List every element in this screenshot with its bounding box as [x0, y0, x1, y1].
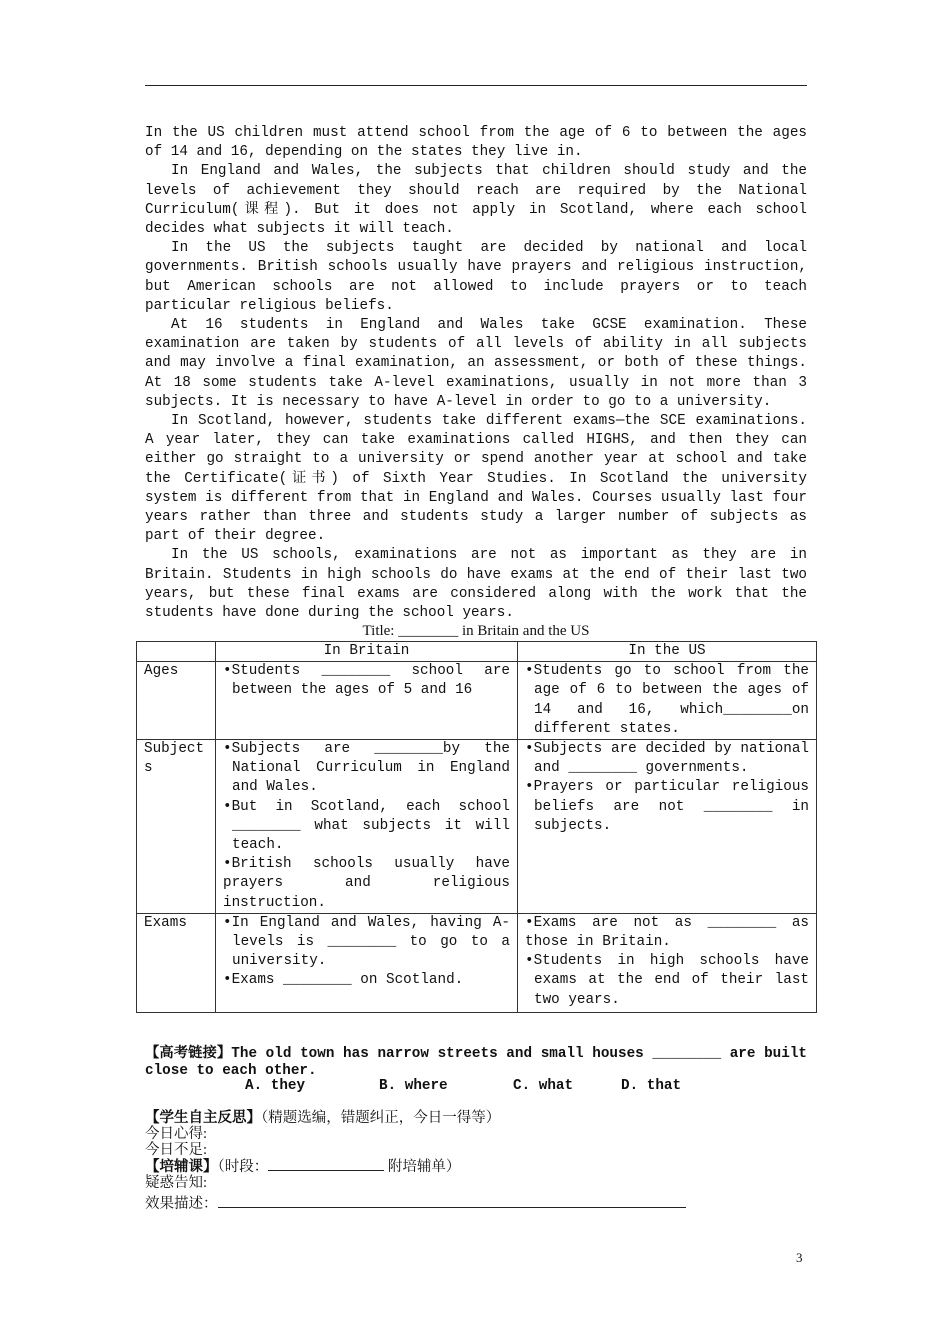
option-a[interactable]: A. they: [245, 1078, 306, 1094]
passage-paragraph-4: At 16 students in England and Wales take GCSE examination. These examination are taken by students of all levels of ability in all subjects and may involve a final examination, an assessment, or both of these things. At 18 some students take A-level examinations, usually in not more than 3 subjects. It is necessary to have A-level in order to go to a university.: [145, 317, 807, 410]
bullet-item: •Exams are not as ________ as: [525, 914, 809, 931]
cell-ages-britain: [216, 662, 518, 740]
row-label-text: Subjects: [144, 741, 205, 777]
today-lack-label: 今日不足:: [145, 1142, 208, 1158]
option-b[interactable]: B. where: [379, 1078, 448, 1094]
tutor-tag: 【培辅课】: [145, 1159, 218, 1175]
option-c[interactable]: C. what: [513, 1078, 574, 1094]
time-slot-field[interactable]: [268, 1158, 384, 1171]
tutor-heading: [145, 1158, 807, 1175]
bullet-item: •In England and Wales, having A-levels is ________ to go to a university.: [223, 914, 510, 970]
row-label-subjects: [137, 740, 216, 914]
bullet-continuation: prayers and religious instruction.: [223, 875, 510, 911]
cell-subjects-us: [518, 740, 817, 914]
reading-passage: [145, 124, 807, 623]
row-label-ages: Ages: [137, 662, 216, 740]
table-row-subjects: [137, 740, 817, 914]
cell-exams-britain: [216, 913, 518, 1012]
gaokao-options: [245, 1078, 681, 1095]
comparison-table: [136, 641, 817, 1013]
bullet-item: •But in Scotland, each school ________ what subjects it will teach.: [223, 798, 510, 854]
tutor-hint-start: （时段：: [217, 1159, 269, 1175]
row-label-exams: Exams: [137, 913, 216, 1012]
today-gain-label: 今日心得:: [145, 1126, 208, 1142]
bullet-item: •Exams ________ on Scotland.: [223, 972, 464, 989]
table-row-ages: [137, 662, 817, 740]
header-rule: [145, 85, 807, 86]
passage-paragraph-2: In England and Wales, the subjects that children should study and the levels of achievement they should reach are required by the National Curriculum(课程). But it does not apply in Scotland, where each school decides what subjects it will teach.: [145, 163, 807, 238]
table-row-exams: [137, 913, 817, 1012]
table-header-row: [137, 642, 817, 662]
header-cell-britain: In Britain: [216, 642, 518, 662]
page-number: 3: [796, 1250, 803, 1265]
effect-label: 效果描述：: [145, 1196, 218, 1212]
tutor-hint-end: 附培辅单）: [384, 1159, 461, 1175]
passage-paragraph-5: In Scotland, however, students take different exams—the SCE examinations. A year later, they can take examinations called HIGHS, and then they can either go straight to a university or spend another year at school and take the Certificate(证书) of Sixth Year Studies. In Scotland the university system is different from that in England and Wales. Courses usually last four years rather than three and students study a larger number of subjects as part of their degree.: [145, 413, 807, 545]
reflection-heading: [145, 1110, 807, 1126]
passage-paragraph-6: In the US schools, examinations are not as important as they are in Britain. Students in high schools do have exams at the end of their last two years, but these final exams are considered along with the work that the students have done during the school years.: [145, 547, 807, 622]
header-cell-us: In the US: [518, 642, 817, 662]
reflection-hint: （精题选编，错题纠正，今日一得等）: [261, 1110, 501, 1126]
bullet-item: •Subjects are ________by the National Curriculum in England and Wales.: [223, 741, 510, 796]
bullet-item: •Students in high schools have exams at the end of their last two years.: [525, 953, 809, 1008]
bullet-item: •Students ________ school are between the ages of 5 and 16: [223, 663, 510, 699]
bullet-item: •Subjects are decided by national and ________ governments.: [525, 741, 809, 777]
passage-paragraph-3: In the US the subjects taught are decided by national and local governments. British schools usually have prayers and religious instruction, but American schools are not allowed to include prayers or to teach particular religious beliefs.: [145, 240, 807, 314]
passage-paragraph-1: In the US children must attend school from the age of 6 to between the ages of 14 and 16, depending on the states they live in.: [145, 125, 807, 161]
cell-ages-us: [518, 662, 817, 740]
gaokao-question-text: The old town has narrow streets and small houses ________ are built close to each other.: [145, 1046, 807, 1079]
header-cell-empty: [137, 642, 216, 662]
table-title: Title: ________ in Britain and the US: [362, 623, 590, 639]
doubt-label: 疑惑告知:: [145, 1175, 208, 1191]
cell-exams-us: [518, 913, 817, 1012]
bullet-item: •Students go to school from the age of 6 to between the ages of 14 and 16, which________on different states.: [525, 663, 809, 737]
gaokao-tag: 【高考链接】: [145, 1045, 232, 1061]
reflection-tag: 【学生自主反思】: [145, 1110, 261, 1126]
reflection-section: [145, 1110, 807, 1212]
effect-row: [145, 1195, 807, 1212]
option-d[interactable]: D. that: [621, 1078, 682, 1094]
bullet-item: •Prayers or particular religious beliefs are not ________ in subjects.: [525, 779, 809, 834]
cell-subjects-britain: [216, 740, 518, 914]
bullet-continuation: those in Britain.: [525, 934, 671, 951]
gaokao-question: [145, 1045, 807, 1079]
bullet-item: •British schools usually have: [223, 856, 510, 873]
effect-field[interactable]: [218, 1195, 686, 1208]
